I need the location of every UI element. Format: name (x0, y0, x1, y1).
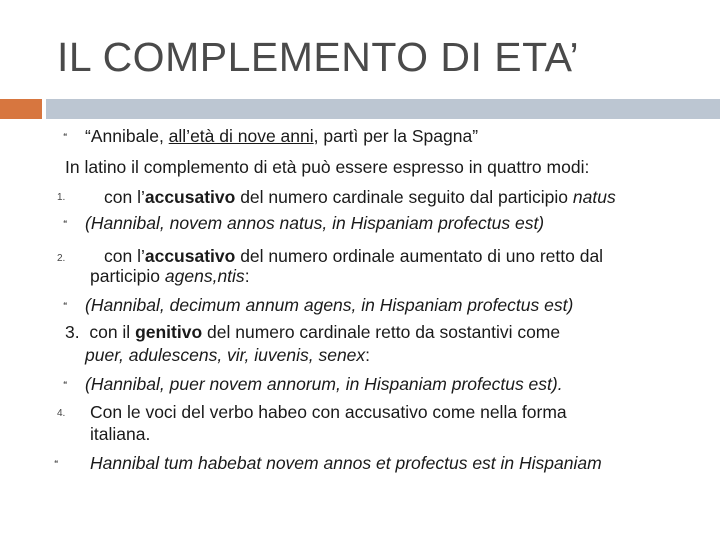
latin-example-4: Hannibal tum habebat novem annos et profectus est in Hispaniam (90, 453, 602, 473)
example-sentence (85, 126, 478, 146)
italic-term: natus (572, 187, 616, 207)
text-fragment: “Annibale, (85, 126, 169, 146)
list-number: 1. (57, 192, 66, 203)
text-fragment: : (244, 266, 250, 286)
rule-4-continued: italiana. (90, 424, 151, 444)
slide-title: IL COMPLEMENTO DI ETA’ (57, 34, 580, 80)
quote-bullet-icon: ❝ (63, 301, 68, 310)
latin-example-3: (Hannibal, puer novem annorum, in Hispaniam profectus est). (85, 374, 563, 394)
bold-term: genitivo (135, 322, 203, 342)
rule-4: Con le voci del verbo habeo con accusativo come nella forma (90, 402, 567, 422)
quote-bullet-icon: ❝ (63, 380, 68, 389)
quote-bullet-icon: ❝ (63, 219, 68, 228)
italic-term: puer, adulescens, vir, iuvenis, senex (85, 345, 366, 365)
latin-example-1: (Hannibal, novem annos natus, in Hispaniam profectus est) (85, 213, 545, 233)
text-fragment: con l’ (104, 246, 145, 266)
underlined-phrase: all’età di nove anni (168, 126, 314, 146)
quote-bullet-icon: ❝ (63, 132, 68, 141)
text-fragment: del numero cardinale retto da sostantivi come (202, 322, 561, 342)
intro-text: In latino il complemento di età può essere espresso in quattro modi: (65, 157, 590, 177)
header-bar (46, 99, 720, 119)
italic-term: agens,ntis (164, 266, 245, 286)
rule-3 (65, 322, 560, 342)
quote-bullet-icon: ❝ (54, 459, 59, 468)
text-fragment: : (365, 345, 371, 365)
rule-2 (104, 246, 603, 266)
text-fragment: del numero ordinale aumentato di uno retto dal (235, 246, 604, 266)
text-fragment: , partì per la Spagna” (313, 126, 479, 146)
list-number: 4. (57, 408, 66, 419)
rule-1 (104, 187, 616, 207)
text-fragment: con il (89, 322, 136, 342)
accent-bar (0, 99, 42, 119)
list-number: 2. (57, 253, 66, 264)
rule-3-continued (85, 345, 370, 365)
list-number: 3. (65, 322, 80, 342)
rule-2-continued (90, 266, 250, 286)
text-fragment: con l’ (104, 187, 145, 207)
bold-term: accusativo (144, 246, 236, 266)
text-fragment: participio (90, 266, 165, 286)
text-fragment: del numero cardinale seguito dal participio (235, 187, 573, 207)
latin-example-2: (Hannibal, decimum annum agens, in Hispaniam profectus est) (85, 295, 574, 315)
bold-term: accusativo (144, 187, 236, 207)
